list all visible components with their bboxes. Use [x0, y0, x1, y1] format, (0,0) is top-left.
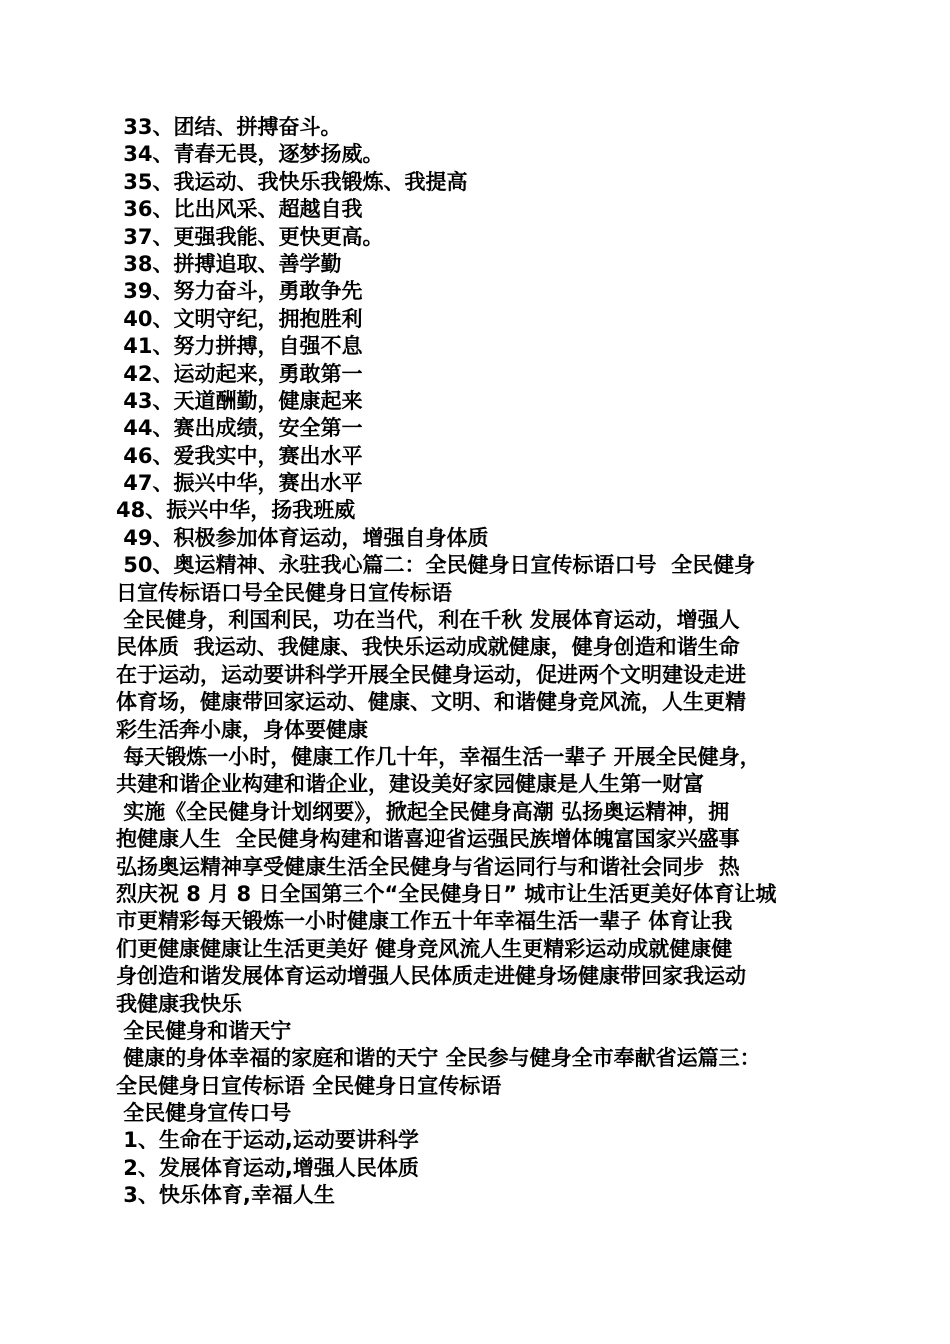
- text-line: 日宣传标语口号全民健身日宣传标语: [116, 580, 452, 605]
- text-line: 39、努力奋斗，勇敢争先: [116, 279, 363, 304]
- text-line: 38、拼搏追取、善学勤: [116, 251, 342, 276]
- text-line: 2、发展体育运动,增强人民体质: [116, 1155, 419, 1180]
- text-line: 36、比出风采、超越自我: [116, 197, 363, 222]
- text-line: 41、努力拼搏，自强不息: [116, 334, 363, 359]
- text-line: 34、青春无畏，逐梦扬威。: [116, 142, 384, 167]
- text-line: 身创造和谐发展体育运动增强人民体质走进健身场健康带回家我运动: [116, 964, 746, 989]
- text-line: 每天锻炼一小时，健康工作几十年，幸福生活一辈子 开展全民健身，: [116, 744, 761, 769]
- document-body: [116, 114, 836, 1210]
- text-line: 37、更强我能、更快更高。: [116, 224, 384, 249]
- text-line: 在于运动，运动要讲科学开展全民健身运动，促进两个文明建设走进: [116, 662, 746, 687]
- text-line: 1、生命在于运动,运动要讲科学: [116, 1128, 419, 1153]
- text-line: 48、振兴中华，扬我班威: [116, 498, 356, 523]
- text-line: 市更精彩每天锻炼一小时健康工作五十年幸福生活一辈子 体育让我: [116, 909, 733, 934]
- text-line: 49、积极参加体育运动，增强自身体质: [116, 525, 489, 550]
- text-line: 全民健身和谐天宁: [116, 1018, 292, 1043]
- text-line: 健康的身体幸福的家庭和谐的天宁 全民参与健身全市奉献省运篇三：: [116, 1046, 761, 1071]
- text-line: 47、振兴中华，赛出水平: [116, 471, 363, 496]
- text-line: 44、赛出成绩，安全第一: [116, 416, 363, 441]
- text-line: 们更健康健康让生活更美好 健身竞风流人生更精彩运动成就健康健: [116, 936, 733, 961]
- text-line: 弘扬奥运精神享受健康生活全民健身与省运同行与和谐社会同步 热: [116, 854, 740, 879]
- text-line: 共建和谐企业构建和谐企业，建设美好家园健康是人生第一财富: [116, 772, 704, 797]
- text-line: 33、团结、拼搏奋斗。: [116, 115, 342, 139]
- text-line: 42、运动起来，勇敢第一: [116, 361, 363, 386]
- text-line: 50、奥运精神、永驻我心篇二：全民健身日宣传标语口号 全民健身: [116, 553, 756, 578]
- text-line: 35、我运动、我快乐我锻炼、我提高: [116, 169, 468, 194]
- text-line: 实施《全民健身计划纲要》，掀起全民健身高潮 弘扬奥运精神，拥: [116, 799, 730, 824]
- text-line: 全民健身日宣传标语 全民健身日宣传标语: [116, 1073, 502, 1098]
- text-line: 3、快乐体育,幸福人生: [116, 1183, 335, 1208]
- text-line: 民体质 我运动、我健康、我快乐运动成就健康，健身创造和谐生命: [116, 635, 740, 660]
- text-line: 全民健身，利国利民，功在当代，利在千秋 发展体育运动，增强人: [116, 608, 740, 633]
- text-line: 40、文明守纪，拥抱胜利: [116, 306, 363, 331]
- text-line: 体育场，健康带回家运动、健康、文明、和谐健身竞风流，人生更精: [116, 690, 746, 715]
- text-line: 43、天道酬勤，健康起来: [116, 388, 363, 413]
- text-line: 抱健康人生 全民健身构建和谐喜迎省运强民族增体魄富国家兴盛事: [116, 827, 740, 852]
- text-line: 彩生活奔小康，身体要健康: [116, 717, 368, 742]
- text-line: 烈庆祝 8 月 8 日全国第三个“全民健身日” 城市让生活更美好体育让城: [116, 881, 777, 906]
- text-line: 我健康我快乐: [116, 991, 242, 1016]
- text-line: 全民健身宣传口号: [116, 1101, 292, 1126]
- text-line: 46、爱我实中，赛出水平: [116, 443, 363, 468]
